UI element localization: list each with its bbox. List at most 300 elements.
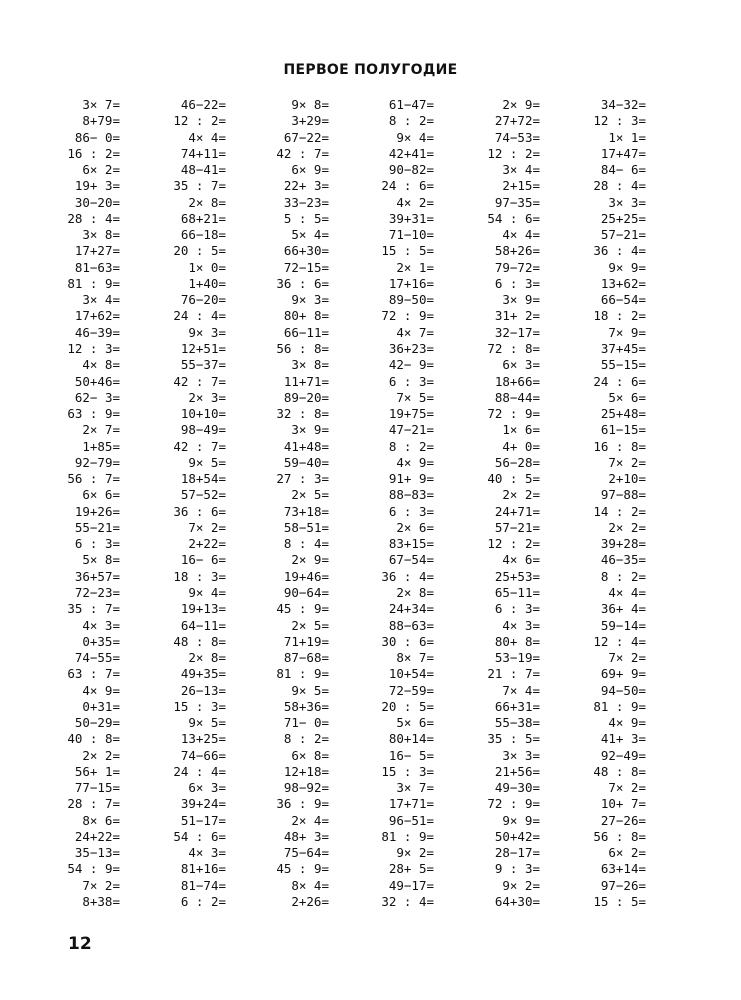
exercise-column [377, 97, 482, 910]
exercise-item: 48 : 8= [173, 633, 226, 649]
exercise-item: 19+26= [74, 503, 120, 519]
exercise-item: 96−51= [388, 812, 434, 828]
exercise-item: 6× 3= [502, 357, 540, 373]
exercise-item: 9 : 3= [494, 861, 540, 877]
exercise-item: 6× 3= [188, 780, 226, 796]
exercise-item: 4× 9= [82, 682, 120, 698]
exercise-item: 28 : 4= [67, 210, 120, 226]
exercise-item: 3× 4= [82, 292, 120, 308]
exercise-item: 63 : 9= [67, 406, 120, 422]
exercise-item: 15 : 3= [381, 763, 434, 779]
exercise-item: 15 : 5= [381, 243, 434, 259]
exercise-item: 47−21= [388, 422, 434, 438]
exercise-item: 0+35= [82, 633, 120, 649]
exercise-item: 31+ 2= [494, 308, 540, 324]
exercise-item: 4× 3= [188, 845, 226, 861]
exercise-item: 4× 6= [502, 552, 540, 568]
exercise-item: 6× 2= [608, 845, 646, 861]
exercise-item: 9× 5= [188, 715, 226, 731]
exercise-item: 76−20= [180, 292, 226, 308]
exercise-item: 6 : 3= [388, 503, 434, 519]
exercise-item: 17+62= [74, 308, 120, 324]
exercise-item: 4× 3= [82, 617, 120, 633]
exercise-item: 64−11= [180, 617, 226, 633]
exercise-item: 66−11= [283, 324, 329, 340]
exercise-item: 66−54= [600, 292, 646, 308]
exercise-item: 42− 9= [388, 357, 434, 373]
exercise-column [60, 97, 168, 910]
exercise-item: 2× 1= [396, 259, 434, 275]
exercise-item: 0+31= [82, 698, 120, 714]
exercise-item: 90−64= [283, 584, 329, 600]
exercise-item: 5 : 5= [283, 210, 329, 226]
exercise-item: 9× 3= [188, 324, 226, 340]
exercise-item: 74−55= [74, 650, 120, 666]
exercise-item: 2× 3= [188, 389, 226, 405]
exercise-item: 2+26= [291, 894, 329, 910]
exercise-item: 54 : 9= [67, 861, 120, 877]
exercise-item: 73+18= [283, 503, 329, 519]
exercise-item: 6 : 2= [180, 894, 226, 910]
exercise-item: 57−52= [180, 487, 226, 503]
exercise-item: 11+71= [283, 373, 329, 389]
exercise-item: 65−11= [494, 584, 540, 600]
exercise-item: 74−53= [494, 129, 540, 145]
exercise-item: 24 : 6= [593, 373, 646, 389]
exercise-item: 42 : 7= [173, 373, 226, 389]
exercise-item: 98−92= [283, 780, 329, 796]
exercise-item: 4× 8= [82, 357, 120, 373]
exercise-item: 40 : 5= [487, 471, 540, 487]
exercise-item: 3× 9= [291, 422, 329, 438]
exercise-item: 13+25= [180, 731, 226, 747]
exercise-item: 12 : 3= [67, 340, 120, 356]
exercise-item: 28−17= [494, 845, 540, 861]
exercise-item: 42 : 7= [276, 145, 329, 161]
exercise-column [588, 97, 694, 910]
exercise-item: 41+48= [283, 438, 329, 454]
exercise-item: 9× 4= [188, 584, 226, 600]
exercise-item: 19+75= [388, 406, 434, 422]
exercise-item: 40 : 8= [67, 731, 120, 747]
exercise-item: 88−63= [388, 617, 434, 633]
exercise-item: 54 : 6= [487, 210, 540, 226]
exercise-item: 17+16= [388, 275, 434, 291]
exercise-item: 16− 5= [388, 747, 434, 763]
exercise-item: 17+47= [600, 145, 646, 161]
exercise-item: 24+22= [74, 828, 120, 844]
exercise-item: 36 : 6= [276, 275, 329, 291]
exercise-item: 1× 0= [188, 259, 226, 275]
exercise-item: 18 : 2= [593, 308, 646, 324]
exercise-item: 3× 3= [608, 194, 646, 210]
exercise-item: 55−37= [180, 357, 226, 373]
exercise-item: 36 : 4= [381, 568, 434, 584]
exercise-item: 51−17= [180, 812, 226, 828]
exercise-item: 61−47= [388, 97, 434, 112]
exercise-item: 12 : 2= [173, 113, 226, 129]
exercise-item: 35 : 7= [173, 178, 226, 194]
exercise-item: 15 : 5= [593, 894, 646, 910]
exercise-item: 2× 2= [502, 487, 540, 503]
exercise-item: 81−63= [74, 259, 120, 275]
exercise-item: 72−15= [283, 259, 329, 275]
exercise-item: 89−20= [283, 389, 329, 405]
exercise-item: 24+34= [388, 601, 434, 617]
exercise-item: 3× 4= [502, 162, 540, 178]
exercise-item: 6 : 3= [388, 373, 434, 389]
exercise-item: 21 : 7= [487, 666, 540, 682]
exercise-item: 49−17= [388, 877, 434, 893]
exercise-item: 2× 6= [396, 519, 434, 535]
exercise-item: 3× 8= [291, 357, 329, 373]
exercise-item: 14 : 2= [593, 503, 646, 519]
exercise-item: 94−50= [600, 682, 646, 698]
exercise-item: 66+30= [283, 243, 329, 259]
exercise-item: 66+31= [494, 698, 540, 714]
exercise-item: 97−26= [600, 877, 646, 893]
exercise-item: 72−59= [388, 682, 434, 698]
exercise-item: 5× 4= [291, 227, 329, 243]
exercise-item: 56−28= [494, 454, 540, 470]
exercise-item: 69+ 9= [600, 666, 646, 682]
exercise-item: 62− 3= [74, 389, 120, 405]
exercise-item: 7× 4= [502, 682, 540, 698]
exercise-item: 4× 4= [608, 584, 646, 600]
exercise-item: 24 : 4= [173, 763, 226, 779]
exercise-item: 3× 7= [82, 97, 120, 112]
exercise-item: 4× 4= [188, 129, 226, 145]
exercise-item: 16 : 2= [67, 145, 120, 161]
exercise-item: 49+35= [180, 666, 226, 682]
exercise-column [274, 97, 377, 910]
exercise-item: 84− 6= [600, 162, 646, 178]
exercise-item: 3+29= [291, 113, 329, 129]
exercise-item: 4× 9= [608, 715, 646, 731]
exercise-item: 56 : 8= [276, 340, 329, 356]
exercise-item: 8× 6= [82, 812, 120, 828]
exercise-item: 66−18= [180, 227, 226, 243]
exercise-item: 2× 8= [188, 194, 226, 210]
exercise-item: 56 : 7= [67, 471, 120, 487]
exercise-item: 25+48= [600, 406, 646, 422]
exercise-item: 80+ 8= [283, 308, 329, 324]
exercise-item: 12 : 4= [593, 633, 646, 649]
exercise-item: 34−32= [600, 97, 646, 112]
exercise-item: 4+ 0= [502, 438, 540, 454]
exercise-item: 2× 2= [608, 519, 646, 535]
exercise-item: 36+57= [74, 568, 120, 584]
exercise-item: 24 : 6= [381, 178, 434, 194]
exercise-item: 7× 2= [608, 780, 646, 796]
exercise-item: 97−88= [600, 487, 646, 503]
exercise-item: 26−13= [180, 682, 226, 698]
exercise-item: 59−14= [600, 617, 646, 633]
exercise-item: 9× 3= [291, 292, 329, 308]
exercise-item: 18+66= [494, 373, 540, 389]
exercise-item: 24+71= [494, 503, 540, 519]
exercise-item: 6 : 3= [74, 536, 120, 552]
exercise-item: 28+ 5= [388, 861, 434, 877]
exercise-item: 75−64= [283, 845, 329, 861]
exercise-item: 12+51= [180, 340, 226, 356]
exercise-item: 81 : 9= [276, 666, 329, 682]
exercise-item: 56+ 1= [74, 763, 120, 779]
exercise-item: 45 : 9= [276, 861, 329, 877]
exercise-item: 58+26= [494, 243, 540, 259]
exercise-item: 39+28= [600, 536, 646, 552]
exercise-item: 6× 2= [82, 162, 120, 178]
exercise-item: 36+ 4= [600, 601, 646, 617]
exercise-item: 9× 9= [502, 812, 540, 828]
exercise-item: 58−51= [283, 519, 329, 535]
exercise-item: 12+18= [283, 763, 329, 779]
exercise-item: 2× 5= [291, 617, 329, 633]
exercise-item: 2× 8= [188, 650, 226, 666]
exercise-item: 7× 2= [188, 519, 226, 535]
exercise-item: 35 : 7= [67, 601, 120, 617]
exercise-item: 3× 3= [502, 747, 540, 763]
exercise-item: 2× 9= [502, 97, 540, 112]
exercise-item: 50+46= [74, 373, 120, 389]
exercise-item: 9× 9= [608, 259, 646, 275]
exercise-grid [60, 97, 694, 910]
exercise-item: 25+25= [600, 210, 646, 226]
exercise-item: 16− 6= [180, 552, 226, 568]
exercise-item: 79−72= [494, 259, 540, 275]
exercise-item: 54 : 6= [173, 828, 226, 844]
exercise-item: 25+53= [494, 568, 540, 584]
exercise-item: 27−26= [600, 812, 646, 828]
exercise-item: 19+46= [283, 568, 329, 584]
exercise-item: 42+41= [388, 145, 434, 161]
exercise-item: 97−35= [494, 194, 540, 210]
exercise-item: 3× 7= [396, 780, 434, 796]
exercise-item: 72 : 9= [487, 406, 540, 422]
exercise-item: 72 : 9= [487, 796, 540, 812]
exercise-item: 2× 4= [291, 812, 329, 828]
exercise-item: 88−83= [388, 487, 434, 503]
exercise-item: 8 : 2= [388, 113, 434, 129]
exercise-item: 7× 2= [608, 650, 646, 666]
exercise-item: 71− 0= [283, 715, 329, 731]
exercise-item: 37+45= [600, 340, 646, 356]
exercise-item: 4× 4= [502, 227, 540, 243]
exercise-item: 32 : 4= [381, 894, 434, 910]
exercise-item: 9× 5= [291, 682, 329, 698]
exercise-item: 87−68= [283, 650, 329, 666]
exercise-item: 90−82= [388, 162, 434, 178]
exercise-item: 72 : 9= [381, 308, 434, 324]
exercise-item: 89−50= [388, 292, 434, 308]
exercise-item: 80+ 8= [494, 633, 540, 649]
exercise-item: 9× 8= [291, 97, 329, 112]
exercise-item: 2+15= [502, 178, 540, 194]
exercise-item: 32−17= [494, 324, 540, 340]
exercise-item: 81 : 9= [593, 698, 646, 714]
exercise-item: 92−79= [74, 454, 120, 470]
exercise-item: 55−38= [494, 715, 540, 731]
exercise-item: 12 : 2= [487, 536, 540, 552]
exercise-item: 2× 2= [82, 747, 120, 763]
exercise-item: 36 : 9= [276, 796, 329, 812]
exercise-item: 49−30= [494, 780, 540, 796]
exercise-item: 63+14= [600, 861, 646, 877]
exercise-item: 24 : 4= [173, 308, 226, 324]
exercise-item: 2+22= [188, 536, 226, 552]
exercise-item: 63 : 7= [67, 666, 120, 682]
exercise-item: 59−40= [283, 454, 329, 470]
exercise-item: 58+36= [283, 698, 329, 714]
exercise-item: 12 : 3= [593, 113, 646, 129]
exercise-item: 9× 2= [396, 845, 434, 861]
exercise-item: 2× 9= [291, 552, 329, 568]
exercise-item: 48+ 3= [283, 828, 329, 844]
exercise-item: 15 : 3= [173, 698, 226, 714]
exercise-item: 8× 4= [291, 877, 329, 893]
exercise-item: 36+23= [388, 340, 434, 356]
exercise-item: 8 : 4= [283, 536, 329, 552]
exercise-item: 56 : 8= [593, 828, 646, 844]
exercise-item: 36 : 6= [173, 503, 226, 519]
exercise-item: 36 : 4= [593, 243, 646, 259]
exercise-item: 4× 9= [396, 454, 434, 470]
exercise-item: 88−44= [494, 389, 540, 405]
exercise-item: 20 : 5= [173, 243, 226, 259]
exercise-item: 1× 6= [502, 422, 540, 438]
exercise-item: 21+56= [494, 763, 540, 779]
page-number: 12 [68, 934, 92, 954]
exercise-item: 92−49= [600, 747, 646, 763]
exercise-item: 39+31= [388, 210, 434, 226]
page-title: ПЕРВОЕ ПОЛУГОДИЕ [283, 62, 458, 78]
exercise-item: 2× 5= [291, 487, 329, 503]
exercise-item: 86− 0= [74, 129, 120, 145]
exercise-item: 6× 9= [291, 162, 329, 178]
exercise-item: 6× 8= [291, 747, 329, 763]
exercise-item: 20 : 5= [381, 698, 434, 714]
exercise-item: 48−41= [180, 162, 226, 178]
exercise-item: 10+54= [388, 666, 434, 682]
exercise-item: 48 : 8= [593, 763, 646, 779]
exercise-item: 16 : 8= [593, 438, 646, 454]
exercise-item: 81 : 9= [67, 275, 120, 291]
exercise-item: 8 : 2= [600, 568, 646, 584]
exercise-item: 46−35= [600, 552, 646, 568]
exercise-item: 42 : 7= [173, 438, 226, 454]
exercise-item: 46−39= [74, 324, 120, 340]
exercise-item: 74+11= [180, 145, 226, 161]
exercise-item: 30 : 6= [381, 633, 434, 649]
exercise-item: 4× 7= [396, 324, 434, 340]
exercise-item: 2+10= [608, 471, 646, 487]
exercise-item: 32 : 8= [276, 406, 329, 422]
exercise-item: 30−20= [74, 194, 120, 210]
exercise-item: 9× 2= [502, 877, 540, 893]
exercise-item: 61−15= [600, 422, 646, 438]
exercise-column [482, 97, 588, 910]
exercise-item: 33−23= [283, 194, 329, 210]
exercise-item: 7× 2= [82, 877, 120, 893]
exercise-item: 41+ 3= [600, 731, 646, 747]
exercise-item: 9× 4= [396, 129, 434, 145]
exercise-item: 50−29= [74, 715, 120, 731]
exercise-item: 10+ 7= [600, 796, 646, 812]
exercise-item: 1+40= [188, 275, 226, 291]
exercise-item: 3× 9= [502, 292, 540, 308]
exercise-item: 8+79= [82, 113, 120, 129]
exercise-item: 7× 9= [608, 324, 646, 340]
exercise-item: 46−22= [180, 97, 226, 112]
exercise-item: 72 : 8= [487, 340, 540, 356]
exercise-column [168, 97, 274, 910]
exercise-item: 19+ 3= [74, 178, 120, 194]
exercise-item: 1× 1= [608, 129, 646, 145]
exercise-item: 8 : 2= [388, 438, 434, 454]
exercise-item: 81−74= [180, 877, 226, 893]
exercise-item: 50+42= [494, 828, 540, 844]
exercise-item: 7× 5= [396, 389, 434, 405]
exercise-item: 9× 5= [188, 454, 226, 470]
exercise-item: 53−19= [494, 650, 540, 666]
exercise-item: 8 : 2= [283, 731, 329, 747]
exercise-item: 91+ 9= [388, 471, 434, 487]
exercise-item: 18 : 3= [173, 568, 226, 584]
exercise-item: 8× 7= [396, 650, 434, 666]
exercise-item: 5× 8= [82, 552, 120, 568]
exercise-item: 8+38= [82, 894, 120, 910]
exercise-item: 28 : 7= [67, 796, 120, 812]
exercise-item: 13+62= [600, 275, 646, 291]
exercise-item: 17+27= [74, 243, 120, 259]
exercise-item: 80+14= [388, 731, 434, 747]
exercise-item: 28 : 4= [593, 178, 646, 194]
exercise-item: 57−21= [494, 519, 540, 535]
exercise-item: 19+13= [180, 601, 226, 617]
exercise-item: 35−13= [74, 845, 120, 861]
exercise-item: 35 : 5= [487, 731, 540, 747]
exercise-item: 18+54= [180, 471, 226, 487]
exercise-item: 83+15= [388, 536, 434, 552]
exercise-item: 55−15= [600, 357, 646, 373]
exercise-item: 68+21= [180, 210, 226, 226]
exercise-item: 6× 6= [82, 487, 120, 503]
exercise-item: 77−15= [74, 780, 120, 796]
exercise-item: 22+ 3= [283, 178, 329, 194]
exercise-item: 2× 8= [396, 584, 434, 600]
exercise-item: 57−21= [600, 227, 646, 243]
exercise-item: 98−49= [180, 422, 226, 438]
exercise-item: 7× 2= [608, 454, 646, 470]
exercise-item: 27+72= [494, 113, 540, 129]
exercise-item: 39+24= [180, 796, 226, 812]
exercise-item: 71+19= [283, 633, 329, 649]
exercise-item: 5× 6= [396, 715, 434, 731]
exercise-item: 67−22= [283, 129, 329, 145]
exercise-item: 67−54= [388, 552, 434, 568]
exercise-item: 2× 7= [82, 422, 120, 438]
exercise-item: 64+30= [494, 894, 540, 910]
exercise-item: 17+71= [388, 796, 434, 812]
exercise-item: 74−66= [180, 747, 226, 763]
exercise-item: 4× 3= [502, 617, 540, 633]
exercise-item: 71−10= [388, 227, 434, 243]
exercise-item: 1+85= [82, 438, 120, 454]
exercise-item: 5× 6= [608, 389, 646, 405]
exercise-item: 81 : 9= [381, 828, 434, 844]
exercise-item: 72−23= [74, 584, 120, 600]
exercise-item: 3× 8= [82, 227, 120, 243]
